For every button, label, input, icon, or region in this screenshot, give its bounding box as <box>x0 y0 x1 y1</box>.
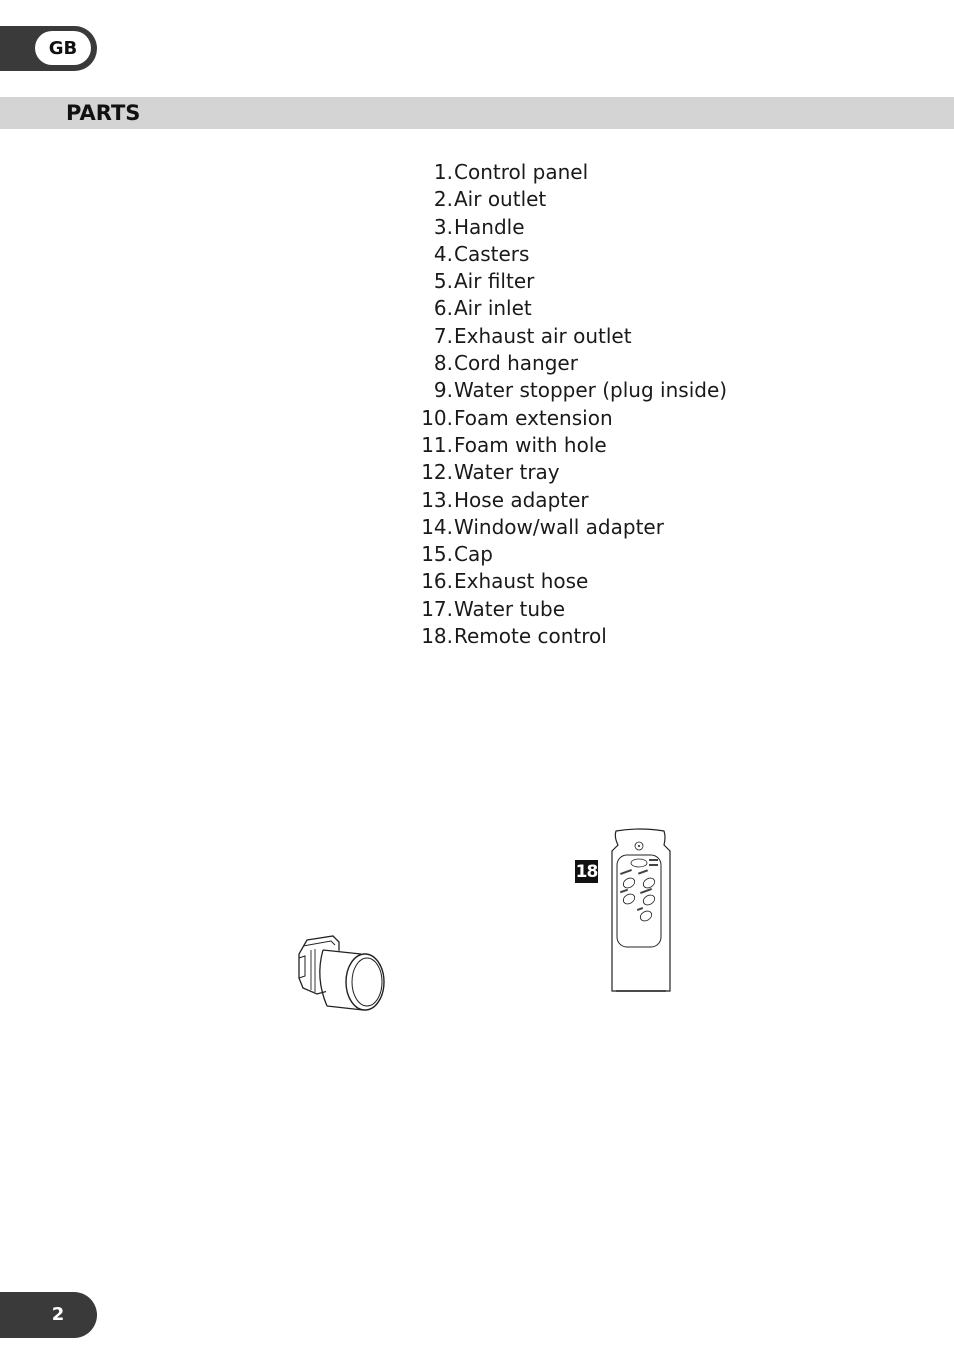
part-number: 2. <box>433 187 453 212</box>
list-item <box>405 596 727 623</box>
page-number: 2 <box>51 1304 65 1325</box>
list-item <box>405 377 727 404</box>
list-item <box>405 268 727 295</box>
part-label: Hose adapter <box>454 487 589 512</box>
part-label: Exhaust air outlet <box>454 323 632 348</box>
list-item <box>405 432 727 459</box>
list-item <box>405 459 727 486</box>
list-item <box>405 323 727 350</box>
part-label: Air filter <box>454 269 535 294</box>
list-item <box>405 214 727 241</box>
list-item <box>405 623 727 650</box>
part-number: 15. <box>421 542 453 567</box>
list-item <box>405 405 727 432</box>
part-label: Air outlet <box>454 187 547 212</box>
part-label: Foam extension <box>454 405 613 430</box>
language-code: GB <box>35 31 91 65</box>
part-number: 14. <box>421 514 453 539</box>
part-number: 8. <box>433 351 453 376</box>
part-number: 6. <box>433 296 453 321</box>
list-item <box>405 568 727 595</box>
part-number: 4. <box>433 241 453 266</box>
part-number: 12. <box>421 460 453 485</box>
part-number: 11. <box>421 432 453 457</box>
part-number: 16. <box>421 569 453 594</box>
part-label: Window/wall adapter <box>454 514 664 539</box>
part-label: Cap <box>454 542 493 567</box>
part-number: 7. <box>433 323 453 348</box>
part-label: Remote control <box>454 624 607 649</box>
part-number: 9. <box>433 378 453 403</box>
parts-list <box>405 159 727 650</box>
part-number: 3. <box>433 214 453 239</box>
list-item <box>405 295 727 322</box>
part-badge-18: 18 <box>575 861 598 882</box>
remote-control-icon <box>608 827 672 995</box>
part-number: 5. <box>433 269 453 294</box>
part-label: Water tube <box>454 596 565 621</box>
section-title: PARTS <box>66 101 141 125</box>
list-item <box>405 541 727 568</box>
part-label: Air inlet <box>454 296 532 321</box>
part-number: 13. <box>421 487 453 512</box>
part-number: 10. <box>421 405 453 430</box>
list-item <box>405 514 727 541</box>
hose-adapter-icon <box>293 932 389 1016</box>
part-label: Cord hanger <box>454 351 578 376</box>
list-item <box>405 350 727 377</box>
part-label: Casters <box>454 241 530 266</box>
part-label: Control panel <box>454 160 589 184</box>
list-item <box>405 159 727 186</box>
part-label: Water stopper (plug inside) <box>454 378 728 403</box>
part-label: Handle <box>454 214 525 239</box>
part-number: 17. <box>421 596 453 621</box>
part-label: Exhaust hose <box>454 569 589 594</box>
section-header-bar <box>0 97 954 129</box>
part-number: 18. <box>421 624 453 649</box>
part-label: Water tray <box>454 460 560 485</box>
list-item <box>405 186 727 213</box>
list-item <box>405 241 727 268</box>
part-number: 1. <box>433 160 453 184</box>
part-label: Foam with hole <box>454 432 607 457</box>
list-item <box>405 487 727 514</box>
